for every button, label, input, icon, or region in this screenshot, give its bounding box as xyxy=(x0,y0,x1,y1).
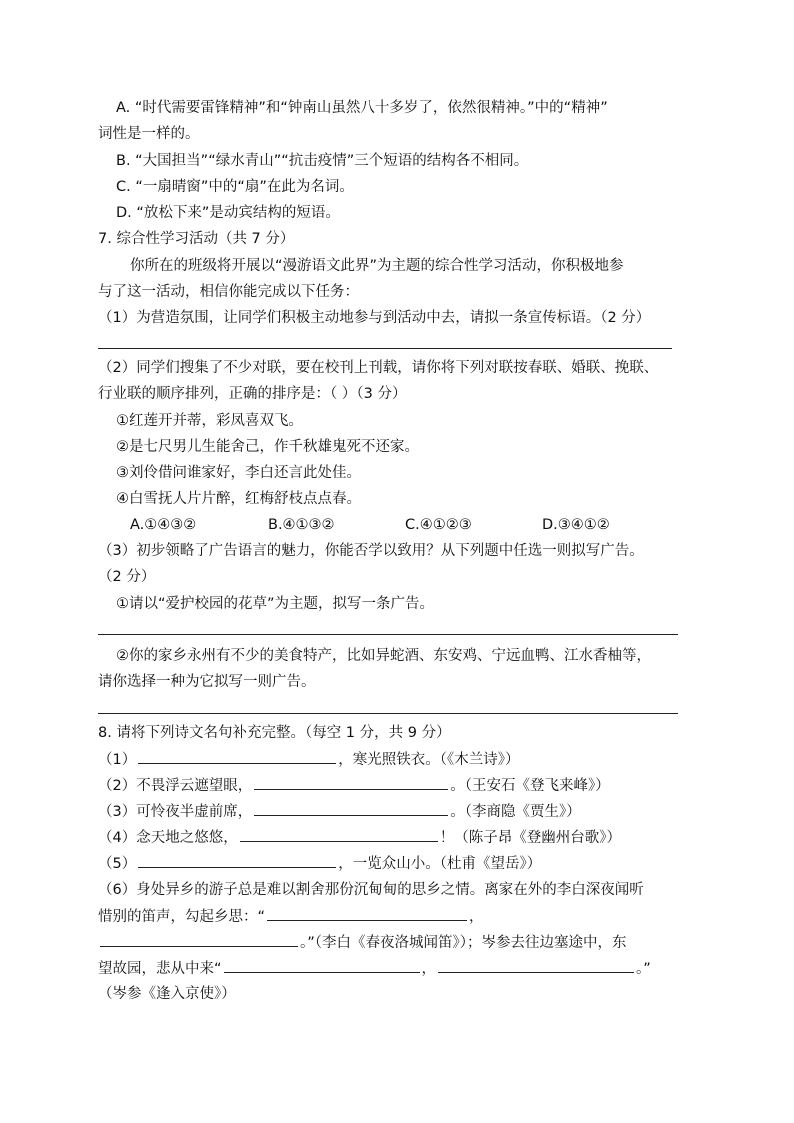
item-text: 。” xyxy=(636,961,651,977)
q7-task3-line2: （2 分） xyxy=(98,569,156,585)
ad-prompt-1: ①请以“爱护校园的花草”为主题，拟写一条广告。 xyxy=(116,596,435,612)
q7-task2-line2: 行业联的顺序排列，正确的排序是：（ ）（3 分） xyxy=(98,386,407,402)
fill-blank[interactable] xyxy=(267,906,467,921)
item-text: 。”（李白《春夜洛城闻笛》）；岑参去往边塞途中，东 xyxy=(300,935,627,951)
ad-prompt-2-line1: ②你的家乡永州有不少的美食特产，比如异蛇酒、东安鸡、宁远血鸭、江水香柚等， xyxy=(116,648,651,664)
option-c: C. “一扇晴窗”中的“扇”在此为名词。 xyxy=(116,179,354,195)
ad-prompt-2-line2: 请你选择一种为它拟写一则广告。 xyxy=(98,674,316,690)
item-text: 望故园，悲从中来“ xyxy=(98,961,222,977)
fill-blank[interactable] xyxy=(254,775,448,790)
q8-item-5 xyxy=(98,853,541,874)
q7-task2-line1: （2）同学们搜集了不少对联，要在校刊上刊载，请你将下列对联按春联、婚联、挽联、 xyxy=(98,360,659,376)
q8-item-6-line2 xyxy=(98,906,484,927)
item-number: （3） xyxy=(98,804,137,820)
fill-blank[interactable] xyxy=(438,958,634,973)
answer-line-ad2[interactable] xyxy=(98,713,678,714)
q7-intro-line1: 你所在的班级将开展以“漫游语文此界”为主题的综合性学习活动，你积极地参 xyxy=(130,258,624,274)
q8-item-6-line5: （岑参《逢入京使》） xyxy=(98,986,236,1002)
item-text: 惜别的笛声，勾起乡思：“ xyxy=(98,909,266,925)
item-number: （2） xyxy=(98,778,137,794)
item-text: ，一览众山小。（杜甫《望岳》） xyxy=(338,856,542,872)
item-number: （5） xyxy=(98,856,137,872)
answer-line-ad1[interactable] xyxy=(98,634,678,635)
q8-item-2 xyxy=(98,775,610,796)
q8-item-4 xyxy=(98,827,621,848)
q8-heading: 8. 请将下列诗文名句补充完整。（每空 1 分，共 9 分） xyxy=(98,725,451,741)
q7-task1: （1）为营造氛围，让同学们积极主动地参与到活动中去，请拟一条宣传标语。（2 分） xyxy=(98,310,651,326)
item-number: （4） xyxy=(98,830,137,846)
item-text: 。（王安石《登飞来峰》） xyxy=(450,778,610,794)
couplet-4: ④白雪抚人片片醉，红梅舒枝点点春。 xyxy=(116,491,361,507)
choice-c: C.④①②③ xyxy=(405,517,472,533)
choice-a: A.①④③② xyxy=(130,517,197,533)
fill-blank[interactable] xyxy=(138,749,336,764)
q7-task3-line1: （3）初步领略了广告语言的魅力，你能否学以致用？从下列题中任选一则拟写广告。 xyxy=(98,543,644,559)
q8-item-1 xyxy=(98,749,519,770)
fill-blank[interactable] xyxy=(224,958,420,973)
q8-item-3 xyxy=(98,801,581,822)
item-text: ， xyxy=(469,909,484,925)
couplet-3: ③刘伶借问谁家好，李白还言此处佳。 xyxy=(116,465,361,481)
item-text: ，寒光照铁衣。（《木兰诗》） xyxy=(338,752,520,768)
couplet-1: ①红莲开并蒂，彩凤喜双飞。 xyxy=(116,413,303,429)
q8-item-6-line4 xyxy=(98,958,651,979)
item-text: 可怜夜半虚前席， xyxy=(136,804,253,820)
q8-item-6-line3 xyxy=(98,932,627,953)
item-number: （1） xyxy=(98,752,137,768)
q7-heading: 7. 综合性学习活动（共 7 分） xyxy=(98,231,295,247)
answer-line-task1[interactable] xyxy=(98,348,672,349)
item-text: 不畏浮云遮望眼， xyxy=(136,778,253,794)
fill-blank[interactable] xyxy=(254,801,448,816)
option-a-line2: 词性是一样的。 xyxy=(98,126,200,142)
item-text: ！（陈子昂《登幽州台歌》） xyxy=(439,830,621,846)
fill-blank[interactable] xyxy=(100,932,298,947)
item-text: 。（李商隐《贾生》） xyxy=(450,804,581,820)
option-d: D. “放松下来”是动宾结构的短语。 xyxy=(116,205,340,221)
couplet-2: ②是七尺男儿生能舍己，作千秋雄鬼死不还家。 xyxy=(116,439,419,455)
choice-b: B.④①③② xyxy=(268,517,335,533)
choice-d: D.③④①② xyxy=(542,517,610,533)
fill-blank[interactable] xyxy=(240,827,438,842)
q8-item-6-line1: （6）身处异乡的游子总是难以割舍那份沉甸甸的思乡之情。离家在外的李白深夜闻听 xyxy=(98,882,644,898)
q7-intro-line2: 与了这一活动，相信你能完成以下任务： xyxy=(98,284,359,300)
option-b: B. “大国担当”“绿水青山”“抗击疫情”三个短语的结构各不相同。 xyxy=(116,153,529,169)
item-text: 念天地之悠悠， xyxy=(136,830,238,846)
option-a-line1: A. “时代需要雷锋精神”和“钟南山虽然八十多岁了，依然很精神。”中的“精神” xyxy=(116,100,608,116)
fill-blank[interactable] xyxy=(138,853,336,868)
item-text: ， xyxy=(421,961,437,977)
